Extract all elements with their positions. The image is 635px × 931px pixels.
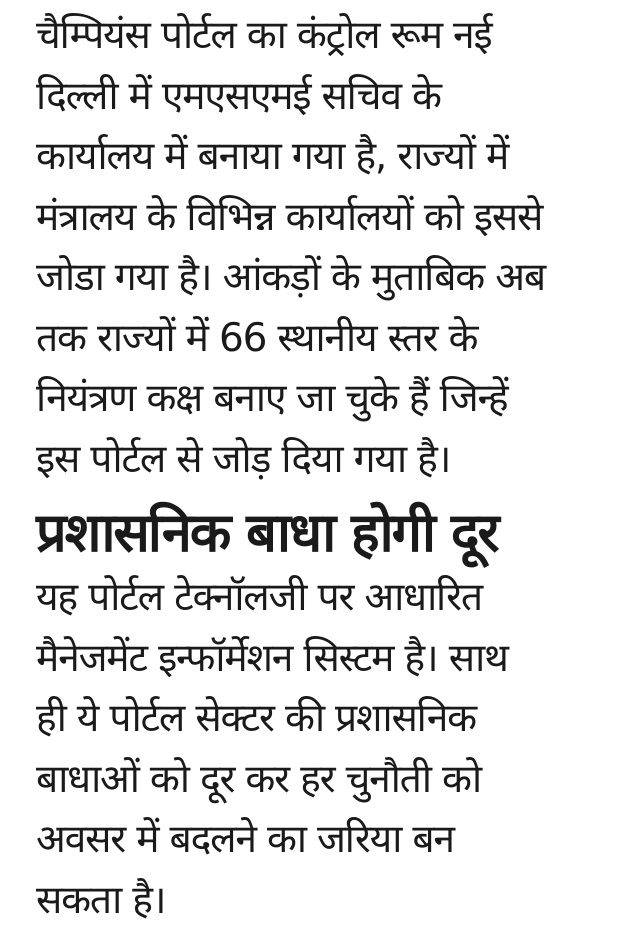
text-line: अवसर में बदलने का जरिया बन	[36, 810, 626, 871]
text-line: चैम्पियंस पोर्टल का कंट्रोल रूम नई	[36, 6, 626, 67]
text-line: मंत्रालय के विभिन्न कार्यालयों को इससे	[36, 188, 626, 249]
text-line: मैनेजमेंट इन्फॉर्मेशन सिस्टम है। साथ	[36, 629, 626, 690]
text-line: दिल्ली में एमएसएमई सचिव के	[36, 67, 626, 128]
paragraph-portal-info	[36, 568, 626, 931]
text-line: ही ये पोर्टल सेक्टर की प्रशासनिक	[36, 689, 626, 750]
text-line: कार्यालय में बनाया गया है, राज्यों में	[36, 127, 626, 188]
text-line: सकता है।	[36, 871, 626, 931]
text-line: यह पोर्टल टेक्नॉलजी पर आधारित	[36, 568, 626, 629]
text-line: बाधाओं को दूर कर हर चुनौती को	[36, 750, 626, 811]
section-subheading: प्रशासनिक बाधा होगी दूर	[36, 500, 626, 566]
news-article	[36, 6, 626, 931]
paragraph-control-room	[36, 6, 626, 490]
text-line: नियंत्रण कक्ष बनाए जा चुके हैं जिन्हें	[36, 369, 626, 430]
text-line: जोडा गया है। आंकड़ों के मुताबिक अब	[36, 248, 626, 309]
text-line: तक राज्यों में 66 स्थानीय स्तर के	[36, 309, 626, 370]
text-line: इस पोर्टल से जोड़ दिया गया है।	[36, 430, 626, 491]
